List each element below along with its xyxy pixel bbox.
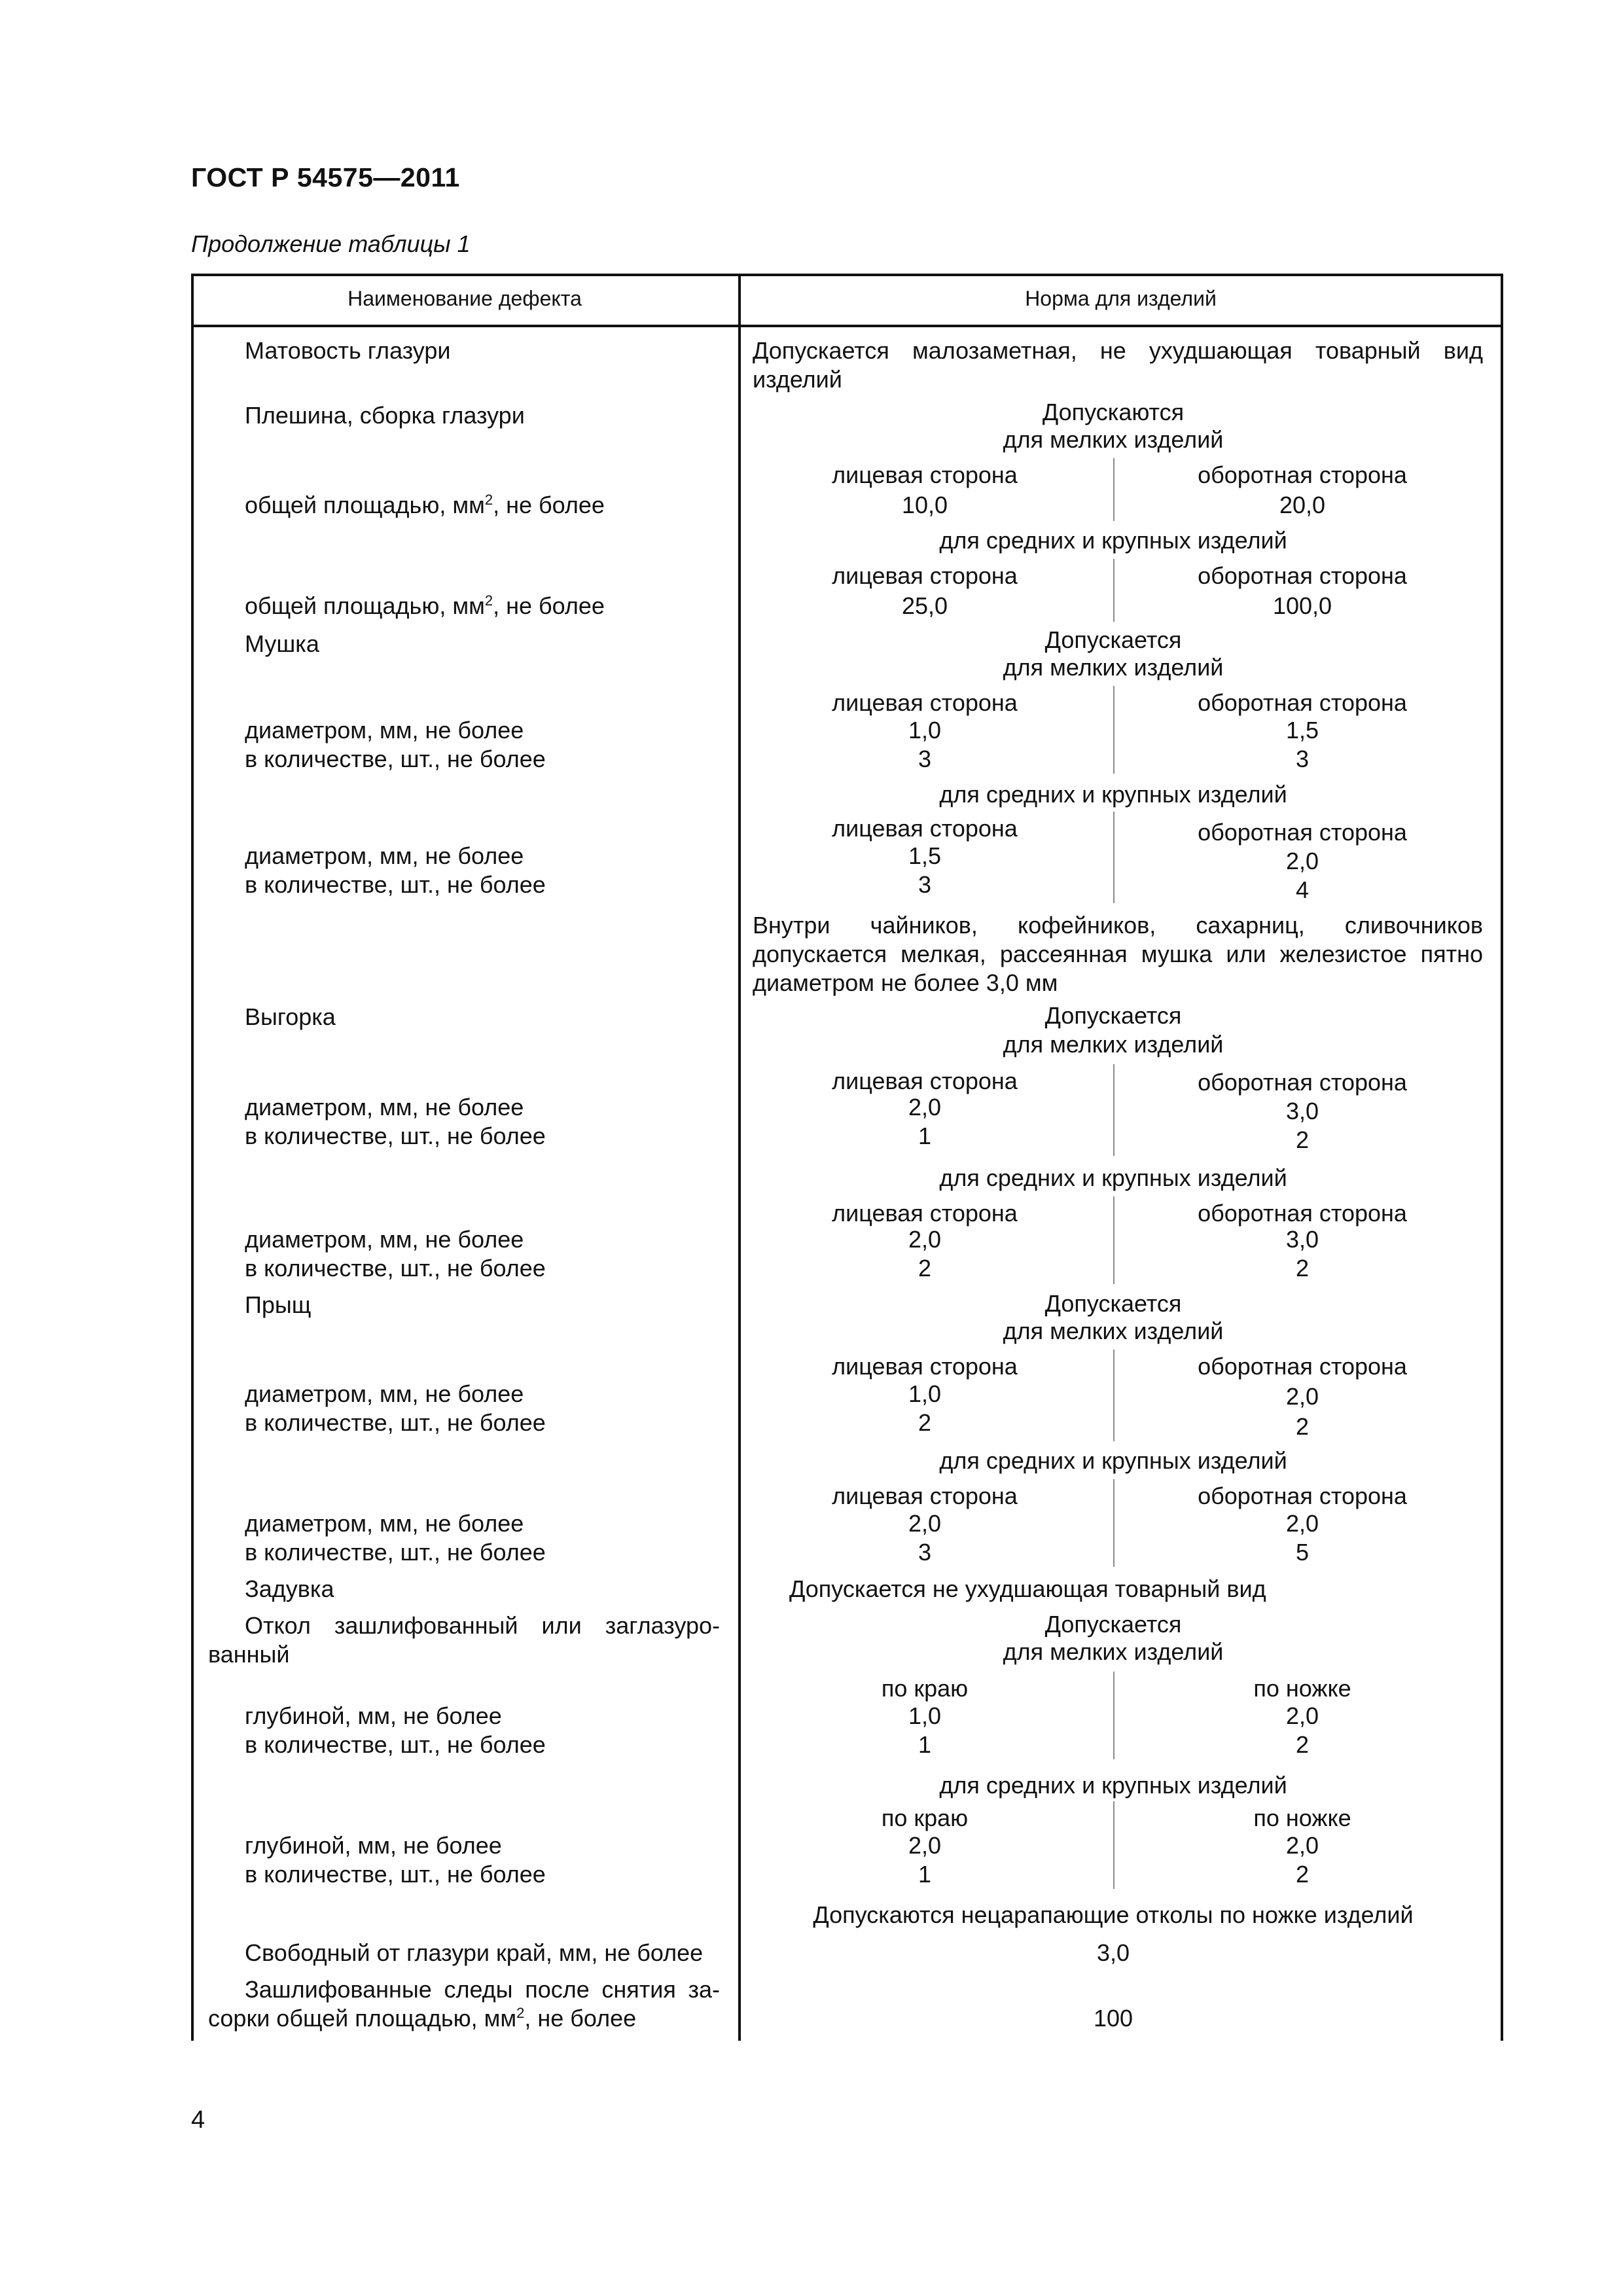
mushka-medium-count-back: 4 <box>1295 876 1310 903</box>
pleshina-small-area-label: общей площадью, $мм^2$, не более <box>245 492 605 518</box>
vygorka-small-diam-back: 3,0 <box>1285 1098 1319 1124</box>
table-column-divider <box>738 274 741 2041</box>
pleshina-small-face-value: 10,0 <box>901 492 948 518</box>
defect-mushka: Мушка <box>245 630 319 657</box>
prysch-medium-count-back: 5 <box>1295 1539 1310 1566</box>
mushka-small-count-back: 3 <box>1295 745 1310 772</box>
pleshina-small-back-label: оборотная сторона <box>1198 461 1407 488</box>
otkol-note: Допускаются нецарапающие отколы по ножке изделий <box>813 1901 1414 1928</box>
vygorka-medium-diam-label: диаметром, мм, не более <box>245 1226 524 1253</box>
table-right-border <box>1501 274 1503 2041</box>
vygorka-small-label: для мелких изделий <box>1003 1031 1224 1058</box>
vygorka-small-count-back: 2 <box>1295 1126 1310 1153</box>
pleshina-small-divider <box>1113 458 1115 521</box>
column-header-defect: Наименование дефекта <box>348 287 582 310</box>
prysch-small-back-label: оборотная сторона <box>1198 1353 1407 1380</box>
otkol-small-depth-foot: 2,0 <box>1285 1702 1319 1729</box>
document-standard-number: ГОСТ Р 54575—2011 <box>191 162 460 192</box>
prysch-medium-back-label: оборотная сторона <box>1198 1482 1407 1509</box>
mushka-medium-diam-face: 1,5 <box>908 842 942 869</box>
mushka-small-back-label: оборотная сторона <box>1198 689 1407 716</box>
prysch-small-face-label: лицевая сторона <box>832 1353 1018 1380</box>
norm-matovost: Допускается малозаметная, не ухудшающая товарный вид изделий <box>753 337 1483 393</box>
pleshina-medium-face-label: лицевая сторона <box>832 562 1018 589</box>
vygorka-small-count-face: 1 <box>918 1122 932 1149</box>
vygorka-small-count-label: в количестве, шт., не более <box>245 1122 546 1149</box>
prysch-small-count-back: 2 <box>1295 1413 1310 1440</box>
defect-zashlif: Зашлифованные следы после снятия за- <box>245 1976 720 2003</box>
prysch-medium-count-face: 3 <box>918 1539 932 1566</box>
prysch-medium-label: для средних и крупных изделий <box>939 1447 1287 1474</box>
norm-zaduvka: Допускается не ухудшающая товарный вид <box>789 1575 1266 1602</box>
defect-otkol: Откол зашлифованный или заглазуро- <box>245 1612 720 1639</box>
otkol-small-divider <box>1113 1672 1115 1759</box>
otkol-medium-depth-edge: 2,0 <box>908 1832 942 1859</box>
prysch-medium-count-label: в количестве, шт., не более <box>245 1539 546 1566</box>
mushka-medium-face-label: лицевая сторона <box>832 815 1018 842</box>
pleshina-medium-area-label: общей площадью, $мм^2$, не более <box>245 592 605 619</box>
vygorka-medium-count-face: 2 <box>918 1255 932 1282</box>
vygorka-medium-back-label: оборотная сторона <box>1198 1200 1407 1227</box>
pleshina-small-face-label: лицевая сторона <box>832 461 1018 488</box>
table-header-border <box>191 325 1503 327</box>
otkol-small-count-label: в количестве, шт., не более <box>245 1731 546 1758</box>
otkol-medium-count-foot: 2 <box>1295 1861 1310 1888</box>
prysch-small-count-label: в количестве, шт., не более <box>245 1409 546 1436</box>
defect-vygorka: Выгорка <box>245 1003 336 1030</box>
vygorka-small-diam-label: диаметром, мм, не более <box>245 1094 524 1121</box>
otkol-medium-depth-foot: 2,0 <box>1285 1832 1319 1859</box>
mushka-small-divider <box>1113 686 1115 774</box>
otkol-small-edge-label: по краю <box>881 1675 969 1702</box>
otkol-small-foot-label: по ножке <box>1253 1675 1351 1702</box>
otkol-small-depth-edge: 1,0 <box>908 1702 942 1729</box>
defects-table <box>191 274 1503 2041</box>
norm-svobodny: 3,0 <box>1096 1939 1130 1966</box>
prysch-allow: Допускается <box>1044 1290 1182 1317</box>
table-left-border <box>191 274 194 2041</box>
defect-svobodny: Свободный от глазури край, мм, не более <box>245 1939 704 1966</box>
defect-zaduvka: Задувка <box>245 1575 334 1602</box>
otkol-medium-foot-label: по ножке <box>1253 1804 1351 1831</box>
mushka-small-face-label: лицевая сторона <box>832 689 1018 716</box>
vygorka-small-face-label: лицевая сторона <box>832 1067 1018 1094</box>
defect-zashlif-cont: сорки общей площадью, $мм^2$, не более <box>208 2005 637 2032</box>
defect-pleshina: Плешина, сборка глазури <box>245 402 525 429</box>
vygorka-medium-count-back: 2 <box>1295 1255 1310 1282</box>
otkol-medium-edge-label: по краю <box>881 1804 969 1831</box>
mushka-small-count-label: в количестве, шт., не более <box>245 745 546 772</box>
vygorka-small-divider <box>1113 1064 1115 1156</box>
prysch-small-label: для мелких изделий <box>1003 1318 1224 1344</box>
mushka-allow: Допускается <box>1044 626 1182 653</box>
mushka-medium-divider <box>1113 812 1115 903</box>
vygorka-medium-face-label: лицевая сторона <box>832 1200 1018 1227</box>
vygorka-medium-diam-back: 3,0 <box>1285 1226 1319 1253</box>
pleshina-small-label: для мелких изделий <box>1003 426 1224 453</box>
mushka-medium-diam-label: диаметром, мм, не более <box>245 842 524 869</box>
mushka-medium-back-label: оборотная сторона <box>1198 819 1407 846</box>
page-number: 4 <box>191 2106 205 2134</box>
pleshina-medium-divider <box>1113 559 1115 622</box>
mushka-medium-count-face: 3 <box>918 871 932 898</box>
table-caption: Продолжение таблицы 1 <box>191 230 471 257</box>
defect-matovost: Матовость глазури <box>245 337 451 364</box>
vygorka-allow: Допускается <box>1044 1002 1182 1029</box>
prysch-medium-diam-back: 2,0 <box>1285 1510 1319 1537</box>
prysch-medium-divider <box>1113 1479 1115 1567</box>
mushka-medium-diam-back: 2,0 <box>1285 848 1319 874</box>
prysch-small-diam-label: диаметром, мм, не более <box>245 1380 524 1407</box>
pleshina-medium-back-value: 100,0 <box>1272 592 1332 619</box>
table-top-border <box>191 274 1503 276</box>
vygorka-medium-diam-face: 2,0 <box>908 1226 942 1253</box>
mushka-small-diam-face: 1,0 <box>908 717 942 744</box>
otkol-small-count-foot: 2 <box>1295 1731 1310 1758</box>
prysch-medium-diam-face: 2,0 <box>908 1510 942 1537</box>
pleshina-small-back-value: 20,0 <box>1279 492 1326 518</box>
pleshina-medium-label: для средних и крупных изделий <box>939 527 1287 554</box>
otkol-allow: Допускается <box>1044 1611 1182 1638</box>
otkol-medium-depth-label: глубиной, мм, не более <box>245 1832 502 1859</box>
pleshina-medium-back-label: оборотная сторона <box>1198 562 1407 589</box>
otkol-medium-label: для средних и крупных изделий <box>939 1772 1287 1799</box>
prysch-medium-diam-label: диаметром, мм, не более <box>245 1510 524 1537</box>
pleshina-allow: Допускаются <box>1042 399 1185 425</box>
vygorka-medium-label: для средних и крупных изделий <box>939 1164 1287 1191</box>
mushka-note: Внутри чайников, кофейников, сахарниц, сливочников допускается мелкая, рассеянная мушка или железистое пятно диаметром не более 3,0 мм <box>753 912 1483 996</box>
otkol-medium-count-edge: 1 <box>918 1861 932 1888</box>
mushka-small-diam-back: 1,5 <box>1285 717 1319 744</box>
vygorka-small-diam-face: 2,0 <box>908 1094 942 1121</box>
vygorka-small-back-label: оборотная сторона <box>1198 1069 1407 1096</box>
vygorka-medium-count-label: в количестве, шт., не более <box>245 1255 546 1282</box>
otkol-medium-count-label: в количестве, шт., не более <box>245 1861 546 1888</box>
pleshina-medium-face-value: 25,0 <box>901 592 948 619</box>
prysch-medium-face-label: лицевая сторона <box>832 1482 1018 1509</box>
otkol-small-count-edge: 1 <box>918 1731 932 1758</box>
defect-prysch: Прыщ <box>245 1291 312 1318</box>
vygorka-medium-divider <box>1113 1196 1115 1284</box>
prysch-small-diam-back: 2,0 <box>1285 1383 1319 1410</box>
prysch-small-count-face: 2 <box>918 1409 932 1436</box>
otkol-medium-divider <box>1113 1801 1115 1889</box>
column-header-norm: Норма для изделий <box>1025 287 1217 310</box>
otkol-small-label: для мелких изделий <box>1003 1638 1224 1665</box>
mushka-small-label: для мелких изделий <box>1003 654 1224 681</box>
prysch-small-divider <box>1113 1350 1115 1441</box>
norm-zashlif: 100 <box>1093 2005 1133 2032</box>
mushka-medium-label: для средних и крупных изделий <box>939 781 1287 808</box>
mushka-small-count-face: 3 <box>918 745 932 772</box>
mushka-small-diam-label: диаметром, мм, не более <box>245 717 524 744</box>
otkol-small-depth-label: глубиной, мм, не более <box>245 1702 502 1729</box>
defect-otkol-cont: ванный <box>208 1641 290 1668</box>
mushka-medium-count-label: в количестве, шт., не более <box>245 871 546 898</box>
prysch-small-diam-face: 1,0 <box>908 1380 942 1407</box>
